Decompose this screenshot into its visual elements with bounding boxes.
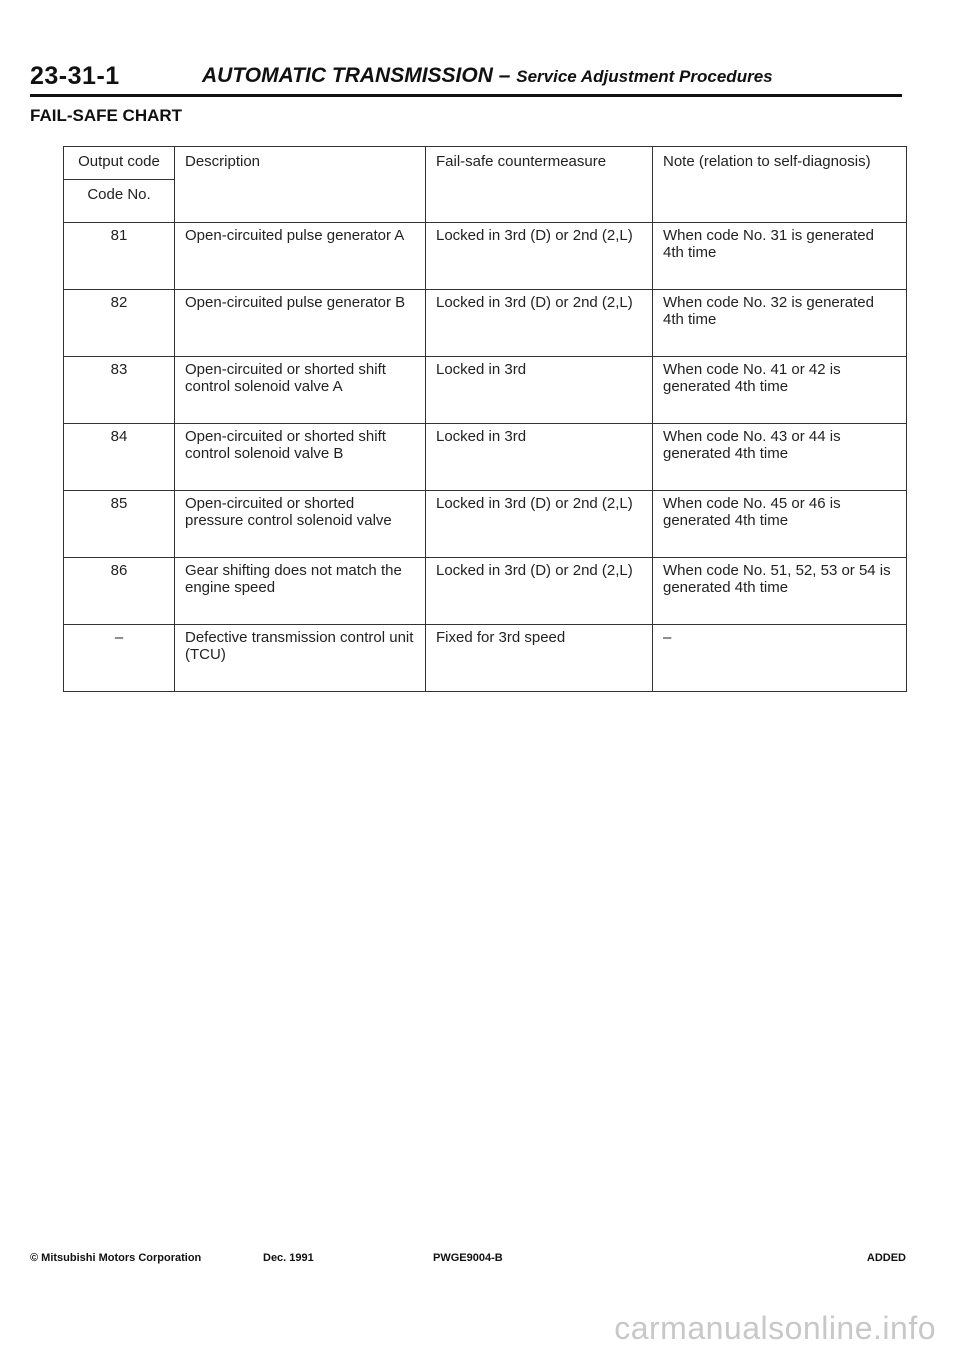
table-row <box>64 558 907 625</box>
description-cell: Open-circuited or shorted shift control solenoid valve A <box>175 357 426 424</box>
code-cell: 85 <box>64 491 175 558</box>
subsection-name: Service Adjustment Procedures <box>516 67 773 86</box>
code-cell: 86 <box>64 558 175 625</box>
header-code-no: Code No. <box>87 186 151 203</box>
countermeasure-cell: Locked in 3rd <box>426 357 653 424</box>
countermeasure-cell: Locked in 3rd (D) or 2nd (2,L) <box>426 290 653 357</box>
table-header-row <box>64 147 907 223</box>
header-output-code-cell <box>64 147 175 223</box>
code-cell: 83 <box>64 357 175 424</box>
code-cell: 81 <box>64 223 175 290</box>
note-cell: When code No. 43 or 44 is generated 4th time <box>653 424 907 491</box>
header-description: Description <box>175 147 426 223</box>
chart-title: FAIL-SAFE CHART <box>30 106 183 125</box>
note-cell: When code No. 31 is generated 4th time <box>653 223 907 290</box>
description-cell: Open-circuited pulse generator A <box>175 223 426 290</box>
note-cell: When code No. 32 is generated 4th time <box>653 290 907 357</box>
table-row <box>64 625 907 692</box>
page-number: 23-31-1 <box>30 62 120 90</box>
countermeasure-cell: Locked in 3rd (D) or 2nd (2,L) <box>426 223 653 290</box>
note-cell: When code No. 45 or 46 is generated 4th time <box>653 491 907 558</box>
header-output-code: Output code <box>64 147 174 180</box>
table-row <box>64 424 907 491</box>
title-separator: – <box>492 64 517 87</box>
countermeasure-cell: Locked in 3rd <box>426 424 653 491</box>
header-note: Note (relation to self-diagnosis) <box>653 147 907 223</box>
description-cell: Defective transmission control unit (TCU) <box>175 625 426 692</box>
section-title <box>202 64 773 88</box>
code-cell: 84 <box>64 424 175 491</box>
fail-safe-table <box>63 146 907 692</box>
note-cell: – <box>653 625 907 692</box>
section-name: AUTOMATIC TRANSMISSION <box>202 64 493 87</box>
footer-copyright: © Mitsubishi Motors Corporation <box>30 1252 202 1264</box>
countermeasure-cell: Fixed for 3rd speed <box>426 625 653 692</box>
countermeasure-cell: Locked in 3rd (D) or 2nd (2,L) <box>426 558 653 625</box>
countermeasure-cell: Locked in 3rd (D) or 2nd (2,L) <box>426 491 653 558</box>
note-cell: When code No. 51, 52, 53 or 54 is generated 4th time <box>653 558 907 625</box>
table-row <box>64 290 907 357</box>
footer-doc-code: PWGE9004-B <box>433 1252 503 1264</box>
description-cell: Gear shifting does not match the engine speed <box>175 558 426 625</box>
footer-date: Dec. 1991 <box>263 1252 314 1264</box>
page-header <box>30 58 902 97</box>
code-cell: – <box>64 625 175 692</box>
table-row <box>64 223 907 290</box>
note-cell: When code No. 41 or 42 is generated 4th time <box>653 357 907 424</box>
footer-status: ADDED <box>866 1252 906 1264</box>
table-row <box>64 357 907 424</box>
description-cell: Open-circuited pulse generator B <box>175 290 426 357</box>
header-countermeasure: Fail-safe countermeasure <box>426 147 653 223</box>
description-cell: Open-circuited or shorted pressure control solenoid valve <box>175 491 426 558</box>
watermark-text: carmanualsonline.info <box>614 1310 936 1346</box>
table-row <box>64 491 907 558</box>
description-cell: Open-circuited or shorted shift control solenoid valve B <box>175 424 426 491</box>
code-cell: 82 <box>64 290 175 357</box>
